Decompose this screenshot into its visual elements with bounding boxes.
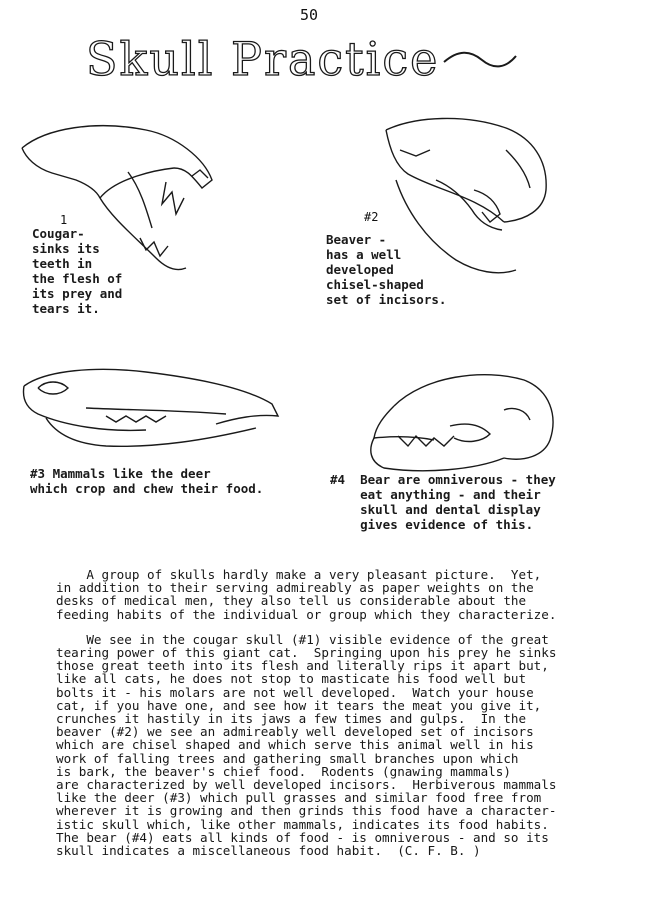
figure-1-caption: Cougar- sinks its teeth in the flesh of its prey and tears it. <box>32 226 123 316</box>
page-number: 50 <box>300 6 319 24</box>
figure-3-caption: #3 Mammals like the deer which crop and chew their food. <box>30 466 264 496</box>
title-flourish <box>440 48 520 70</box>
paragraph-1: A group of skulls hardly make a very pleasant picture. Yet, in addition to their serving admireably as paper weights on the desks of medical men, they also tell us considerable about the feeding habits of the individual or group which they characterize. <box>56 567 557 622</box>
page-title: Skull Practice <box>86 32 440 86</box>
figure-2-number: #2 <box>364 210 379 224</box>
figure-4-caption: #4 Bear are omniverous - they eat anything - and their skull and dental display gives evidence of this. <box>330 472 556 532</box>
bear-skull-drawing <box>354 366 562 476</box>
paragraph-2: We see in the cougar skull (#1) visible evidence of the great tearing power of this giant cat. Springing upon his prey he sinks those great teeth into its flesh and literally rips it apart but, like all cats, he does not stop to masticate his food well but bolts it - his molars are not well developed. Watch your house cat, if you have one, and see how it tears the meat you give it, crunches it hastily in its jaws a few times and gulps. In the beaver (#2) we see an admireably well developed set of incisors which are chisel shaped and which serve this animal well in his work of falling trees and gathering small branches upon which is bark, the beaver's chief food. Rodents (gnawing mammals) are characterized by well developed incisors. Herbiverous mammals like the deer (#3) which pull grasses and similar food free from wherever it is growing and then grinds this food have a character- istic skull which, like other mammals, indicates its food habits. The bear (#4) eats all kinds of food - is omniverous - and so its skull indicates a miscellaneous food habit. (C. F. B. ) <box>56 631 557 859</box>
figure-1-number: 1 <box>60 213 68 227</box>
body-text <box>56 568 646 857</box>
figure-2-caption: Beaver - has a well developed chisel-shaped set of incisors. <box>326 232 447 307</box>
deer-skull-drawing <box>16 358 282 454</box>
